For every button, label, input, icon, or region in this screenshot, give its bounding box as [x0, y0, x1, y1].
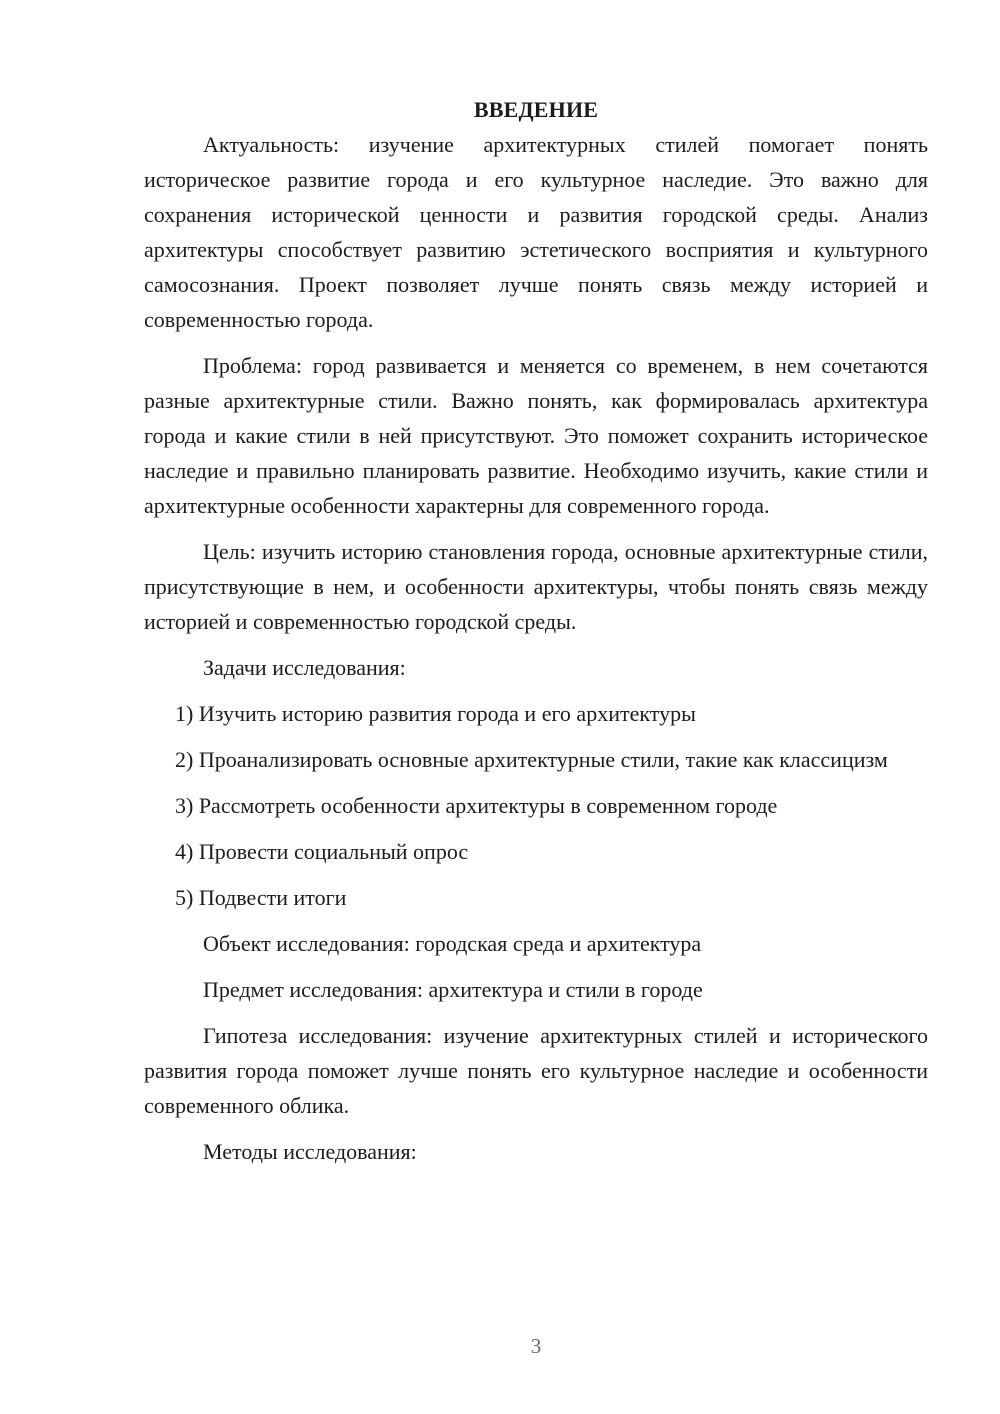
- page-title: ВВЕДЕНИЕ: [473, 97, 599, 122]
- paragraph-goal: Цель: изучить историю становления города, основные архитектурные стили, присутствующие в нем, и особенности архитектуры, чтобы понять связь между историей и современностью городской среды.: [144, 539, 928, 634]
- methods-heading: Методы исследования:: [203, 1139, 417, 1164]
- paragraph-subject: Предмет исследования: архитектура и стили в городе: [203, 977, 703, 1002]
- task-item: 2) Проанализировать основные архитектурные стили, такие как классицизм: [175, 747, 888, 772]
- page-content: [144, 92, 928, 1180]
- task-item: 5) Подвести итоги: [175, 885, 347, 910]
- paragraph-hypothesis: Гипотеза исследования: изучение архитектурных стилей и исторического развития города поможет лучше понять его культурное наследие и особенности современного облика.: [144, 1023, 928, 1118]
- task-item: 4) Провести социальный опрос: [175, 839, 469, 864]
- task-item: 1) Изучить историю развития города и его архитектуры: [175, 701, 696, 726]
- tasks-heading: Задачи исследования:: [203, 655, 406, 680]
- paragraph-object: Объект исследования: городская среда и архитектура: [203, 931, 702, 956]
- page-number: 3: [530, 1334, 542, 1358]
- paragraph-relevance: Актуальность: изучение архитектурных стилей помогает понять историческое развитие города и его культурное наследие. Это важно для сохранения исторической ценности и развития городской среды. Анализ архитектуры способствует развитию эстетического восприятия и культурного самосознания. Проект позволяет лучше понять связь между историей и современностью города.: [144, 132, 928, 332]
- paragraph-problem: Проблема: город развивается и меняется со временем, в нем сочетаются разные архитектурные стили. Важно понять, как формировалась архитектура города и какие стили в ней присутствуют. Это поможет сохранить историческое наследие и правильно планировать развитие. Необходимо изучить, какие стили и архитектурные особенности характерны для современного города.: [144, 353, 928, 518]
- task-item: 3) Рассмотреть особенности архитектуры в современном городе: [175, 793, 778, 818]
